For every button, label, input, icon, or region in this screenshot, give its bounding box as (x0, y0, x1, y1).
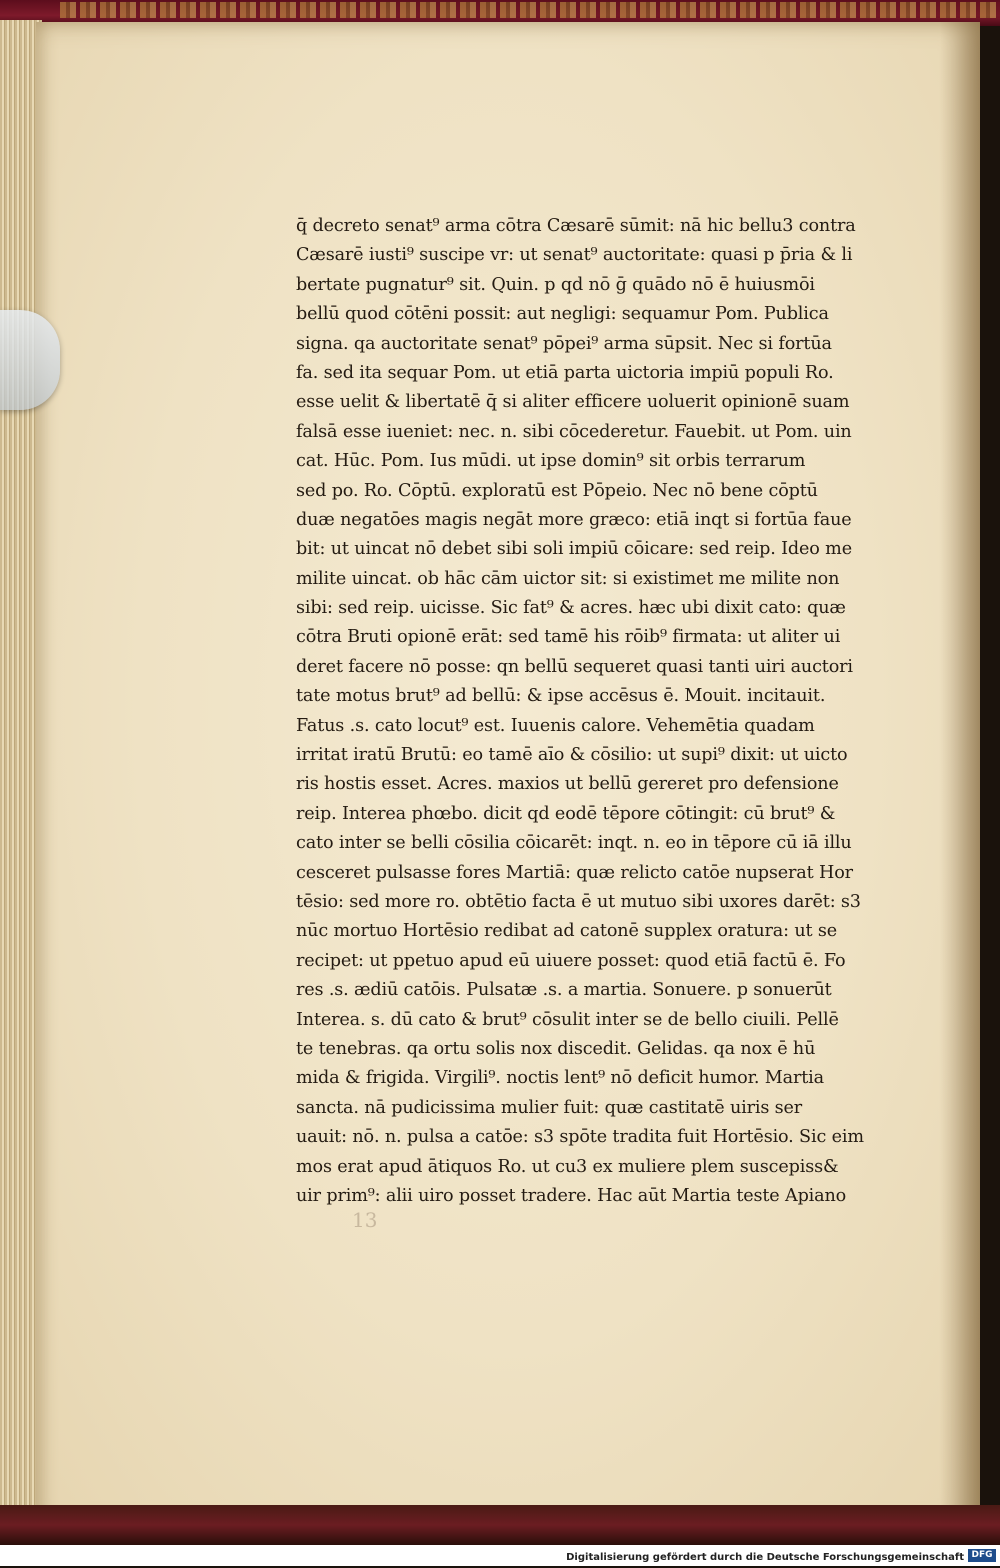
binding-bottom (0, 1505, 1000, 1545)
text-line: sibi: sed reip. uicisse. Sic fat⁹ & acres. hæc ubi dixit cato: quæ (296, 598, 846, 619)
text-line: te tenebras. qa ortu solis nox discedit. Gelidas. qa nox ē hū (296, 1038, 816, 1059)
text-line: reip. Interea phœbo. dicit qd eodē tēpore cōtingit: cū brut⁹ & (296, 803, 836, 824)
text-line: mos erat apud ātiquos Ro. ut cu3 ex muliere plem suscepiss& (296, 1156, 839, 1177)
text-line: bellū quod cōtēni possit: aut negligi: sequamur Pom. Publica (296, 304, 829, 325)
text-line: nūc mortuo Hortēsio redibat ad catonē supplex oratura: ut se (296, 921, 838, 942)
text-line: deret facere nō posse: qn bellū sequeret quasi tanti uiri auctori (296, 656, 853, 677)
text-line: esse uelit & libertatē q̄ si aliter efficere uoluerit opinionē suam (296, 392, 850, 413)
text-line: q̄ decreto senat⁹ arma cōtra Cæsarē sūmit: nā hic bellu3 contra (296, 216, 856, 236)
text-line: bertate pugnatur⁹ sit. Quin. p qd nō ḡ quādo nō ē huiusmōi (296, 274, 815, 295)
text-line: Fatus .s. cato locut⁹ est. Iuuenis calore. Vehemētia quadam (296, 715, 815, 736)
text-line: cōtra Bruti opionē erāt: sed tamē his rōib⁹ firmata: ut aliter ui (296, 627, 841, 648)
dfg-logo: DFG (968, 1549, 996, 1562)
text-line: Cæsarē iusti⁹ suscipe vr: ut senat⁹ auctoritate: quasi p p̄ria & li (296, 245, 853, 266)
text-line: tēsio: sed more ro. obtētio facta ē ut mutuo sibi uxores darēt: s3 (296, 891, 861, 912)
text-line: irritat iratū Brutū: eo tamē aīo & cōsilio: ut supi⁹ dixit: ut uicto (296, 745, 848, 766)
commentary-text (296, 212, 936, 1211)
text-line: duæ negatōes magis negāt more græco: etiā inqt si fortūa faue (296, 509, 852, 530)
page-gutter-shadow (940, 22, 980, 1527)
page-clip (0, 310, 60, 410)
text-line: cat. Hūc. Pom. Ius mūdi. ut ipse domin⁹ sit orbis terrarum (296, 451, 806, 472)
text-line: sancta. nā pudicissima mulier fuit: quæ castitatē uiris ser (296, 1097, 803, 1118)
text-line: uir prim⁹: alii uiro posset tradere. Hac aūt Martia teste Apiano (296, 1185, 847, 1206)
text-line: bit: ut uincat nō debet sibi soli impiū cōicare: sed reip. Ideo me (296, 539, 852, 560)
text-line: fa. sed ita sequar Pom. ut etiā parta uictoria impiū populi Ro. (296, 362, 834, 383)
text-line: milite uincat. ob hāc cām uictor sit: si existimet me milite non (296, 568, 840, 589)
text-line: falsā esse iueniet: nec. n. sibi cōcederetur. Fauebit. ut Pom. uin (296, 421, 852, 442)
footer-credit: Digitalisierung gefördert durch die Deutsche Forschungsgemeinschaft (566, 1552, 964, 1563)
text-line: sed po. Ro. Cōptū. exploratū est Pōpeio. Nec nō bene cōptū (296, 480, 818, 501)
digitization-footer (0, 1545, 1000, 1566)
text-line: signa. qa auctoritate senat⁹ pōpei⁹ arma sūpsit. Nec si fortūa (296, 333, 832, 354)
text-line: uauit: nō. n. pulsa a catōe: s3 spōte tradita fuit Hortēsio. Sic eim (296, 1127, 864, 1148)
gilt-decoration (60, 2, 1000, 18)
text-line: mida & frigida. Virgili⁹. noctis lent⁹ nō deficit humor. Martia (296, 1068, 825, 1089)
text-line: tate motus brut⁹ ad bellū: & ipse accēsus ē. Mouit. incitauit. (296, 686, 826, 707)
text-line: recipet: ut ppetuo apud eū uiuere posset: quod etiā factū ē. Fo (296, 950, 846, 971)
text-line: ris hostis esset. Acres. maxios ut bellū gereret pro defensione (296, 774, 839, 795)
text-line: cesceret pulsasse fores Martiā: quæ relicto catōe nupserat Hor (296, 862, 853, 883)
text-line: res .s. ædiū catōis. Pulsatæ .s. a martia. Sonuere. p sonuerūt (296, 980, 832, 1001)
text-line: Interea. s. dū cato & brut⁹ cōsulit inter se de bello ciuili. Pellē (296, 1009, 839, 1030)
text-line: cato inter se belli cōsilia cōicarēt: inqt. n. eo in tēpore cū iā illu (296, 833, 852, 854)
faint-folio-mark: 13 (352, 1208, 378, 1232)
